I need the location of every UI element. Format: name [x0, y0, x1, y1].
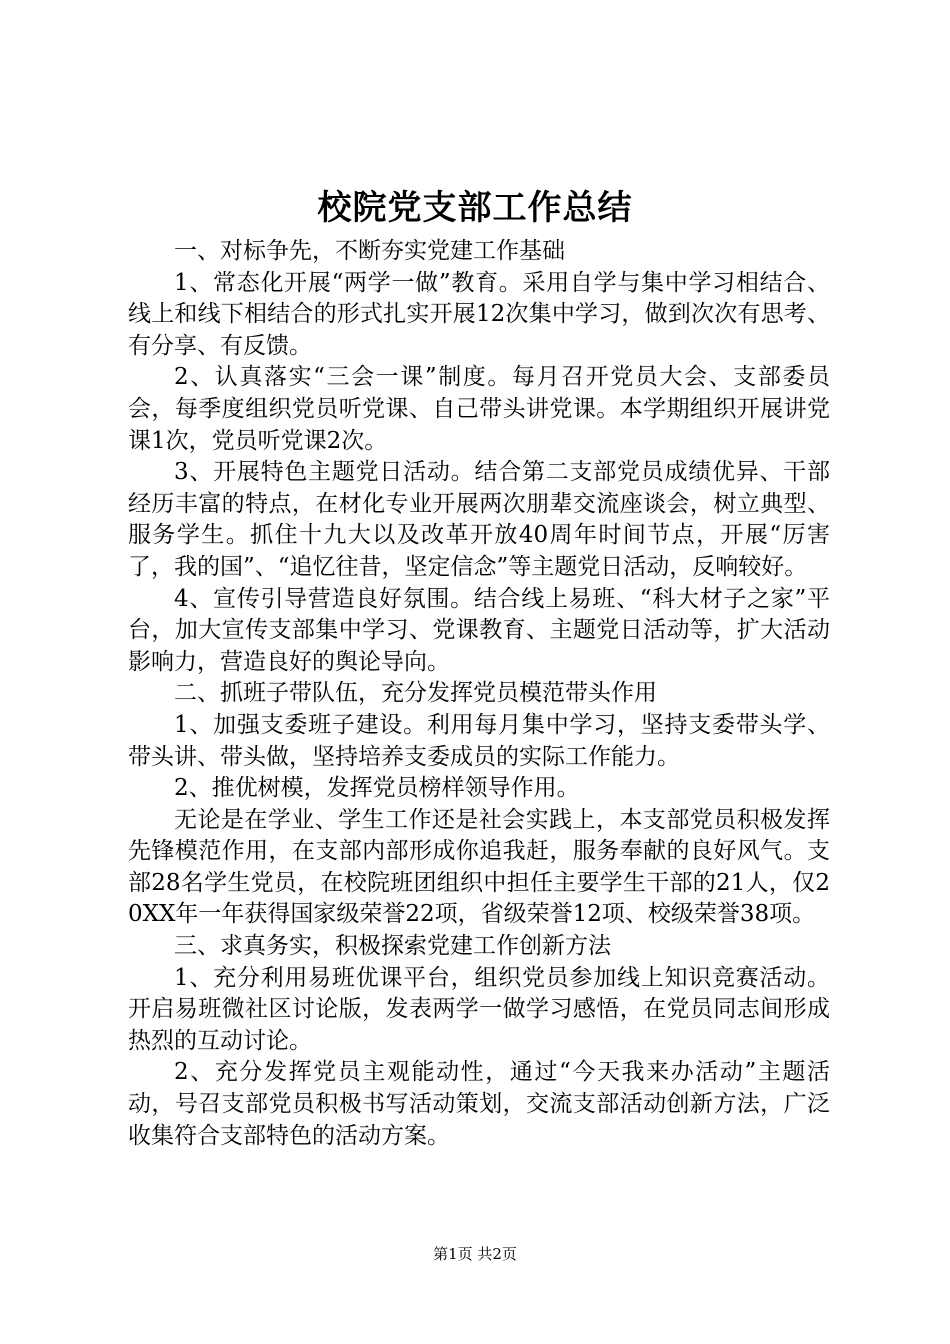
section-heading-3: 三、求真务实，积极探索党建工作创新方法 — [174, 933, 611, 960]
paragraph: 1、加强支委班子建设。利用每月集中学习，坚持支委带头学、带头讲、带头做，坚持培养支委成员的实际工作能力。 — [128, 711, 830, 770]
page-footer: 第1页 共2页 — [433, 1245, 517, 1263]
document-body — [128, 236, 830, 1152]
section-heading-2: 二、抓班子带队伍，充分发挥党员模范带头作用 — [174, 680, 657, 707]
paragraph: 1、充分利用易班优课平台，组织党员参加线上知识竞赛活动。开启易班微社区讨论版，发表两学一做学习感悟，在党员同志间形成热烈的互动讨论。 — [128, 964, 830, 1054]
paragraph: 2、推优树模，发挥党员榜样领导作用。 — [174, 775, 580, 802]
section-heading-1: 一、对标争先，不断夯实党建工作基础 — [174, 238, 565, 264]
paragraph: 2、认真落实“三会一课”制度。每月召开党员大会、支部委员会，每季度组织党员听党课、自己带头讲党课。本学期组织开展讲党课1次，党员听党课2次。 — [128, 364, 830, 454]
page-title: 校院党支部工作总结 — [317, 188, 633, 228]
paragraph: 1、常态化开展“两学一做”教育。采用自学与集中学习相结合、线上和线下相结合的形式扎实开展12次集中学习，做到次次有思考、有分享、有反馈。 — [128, 269, 830, 359]
paragraph: 无论是在学业、学生工作还是社会实践上，本支部党员积极发挥先锋模范作用，在支部内部形成你追我赶，服务奉献的良好风气。支部28名学生党员，在校院班团组织中担任主要学生干部的21人，仅20XX年一年获得国家级荣誉22项，省级荣誉12项、校级荣誉38项。 — [128, 806, 830, 928]
paragraph: 3、开展特色主题党日活动。结合第二支部党员成绩优异、干部经历丰富的特点，在材化专业开展两次朋辈交流座谈会，树立典型、服务学生。抓住十九大以及改革开放40周年时间节点，开展“厉害了，我的国”、“追忆往昔，坚定信念”等主题党日活动，反响较好。 — [128, 459, 830, 580]
paragraph: 4、宣传引导营造良好氛围。结合线上易班、“科大材子之家”平台，加大宣传支部集中学习、党课教育、主题党日活动等，扩大活动影响力，营造良好的舆论导向。 — [128, 585, 830, 675]
paragraph: 2、充分发挥党员主观能动性，通过“今天我来办活动”主题活动，号召支部党员积极书写活动策划，交流支部活动创新方法，广泛收集符合支部特色的活动方案。 — [128, 1059, 830, 1149]
